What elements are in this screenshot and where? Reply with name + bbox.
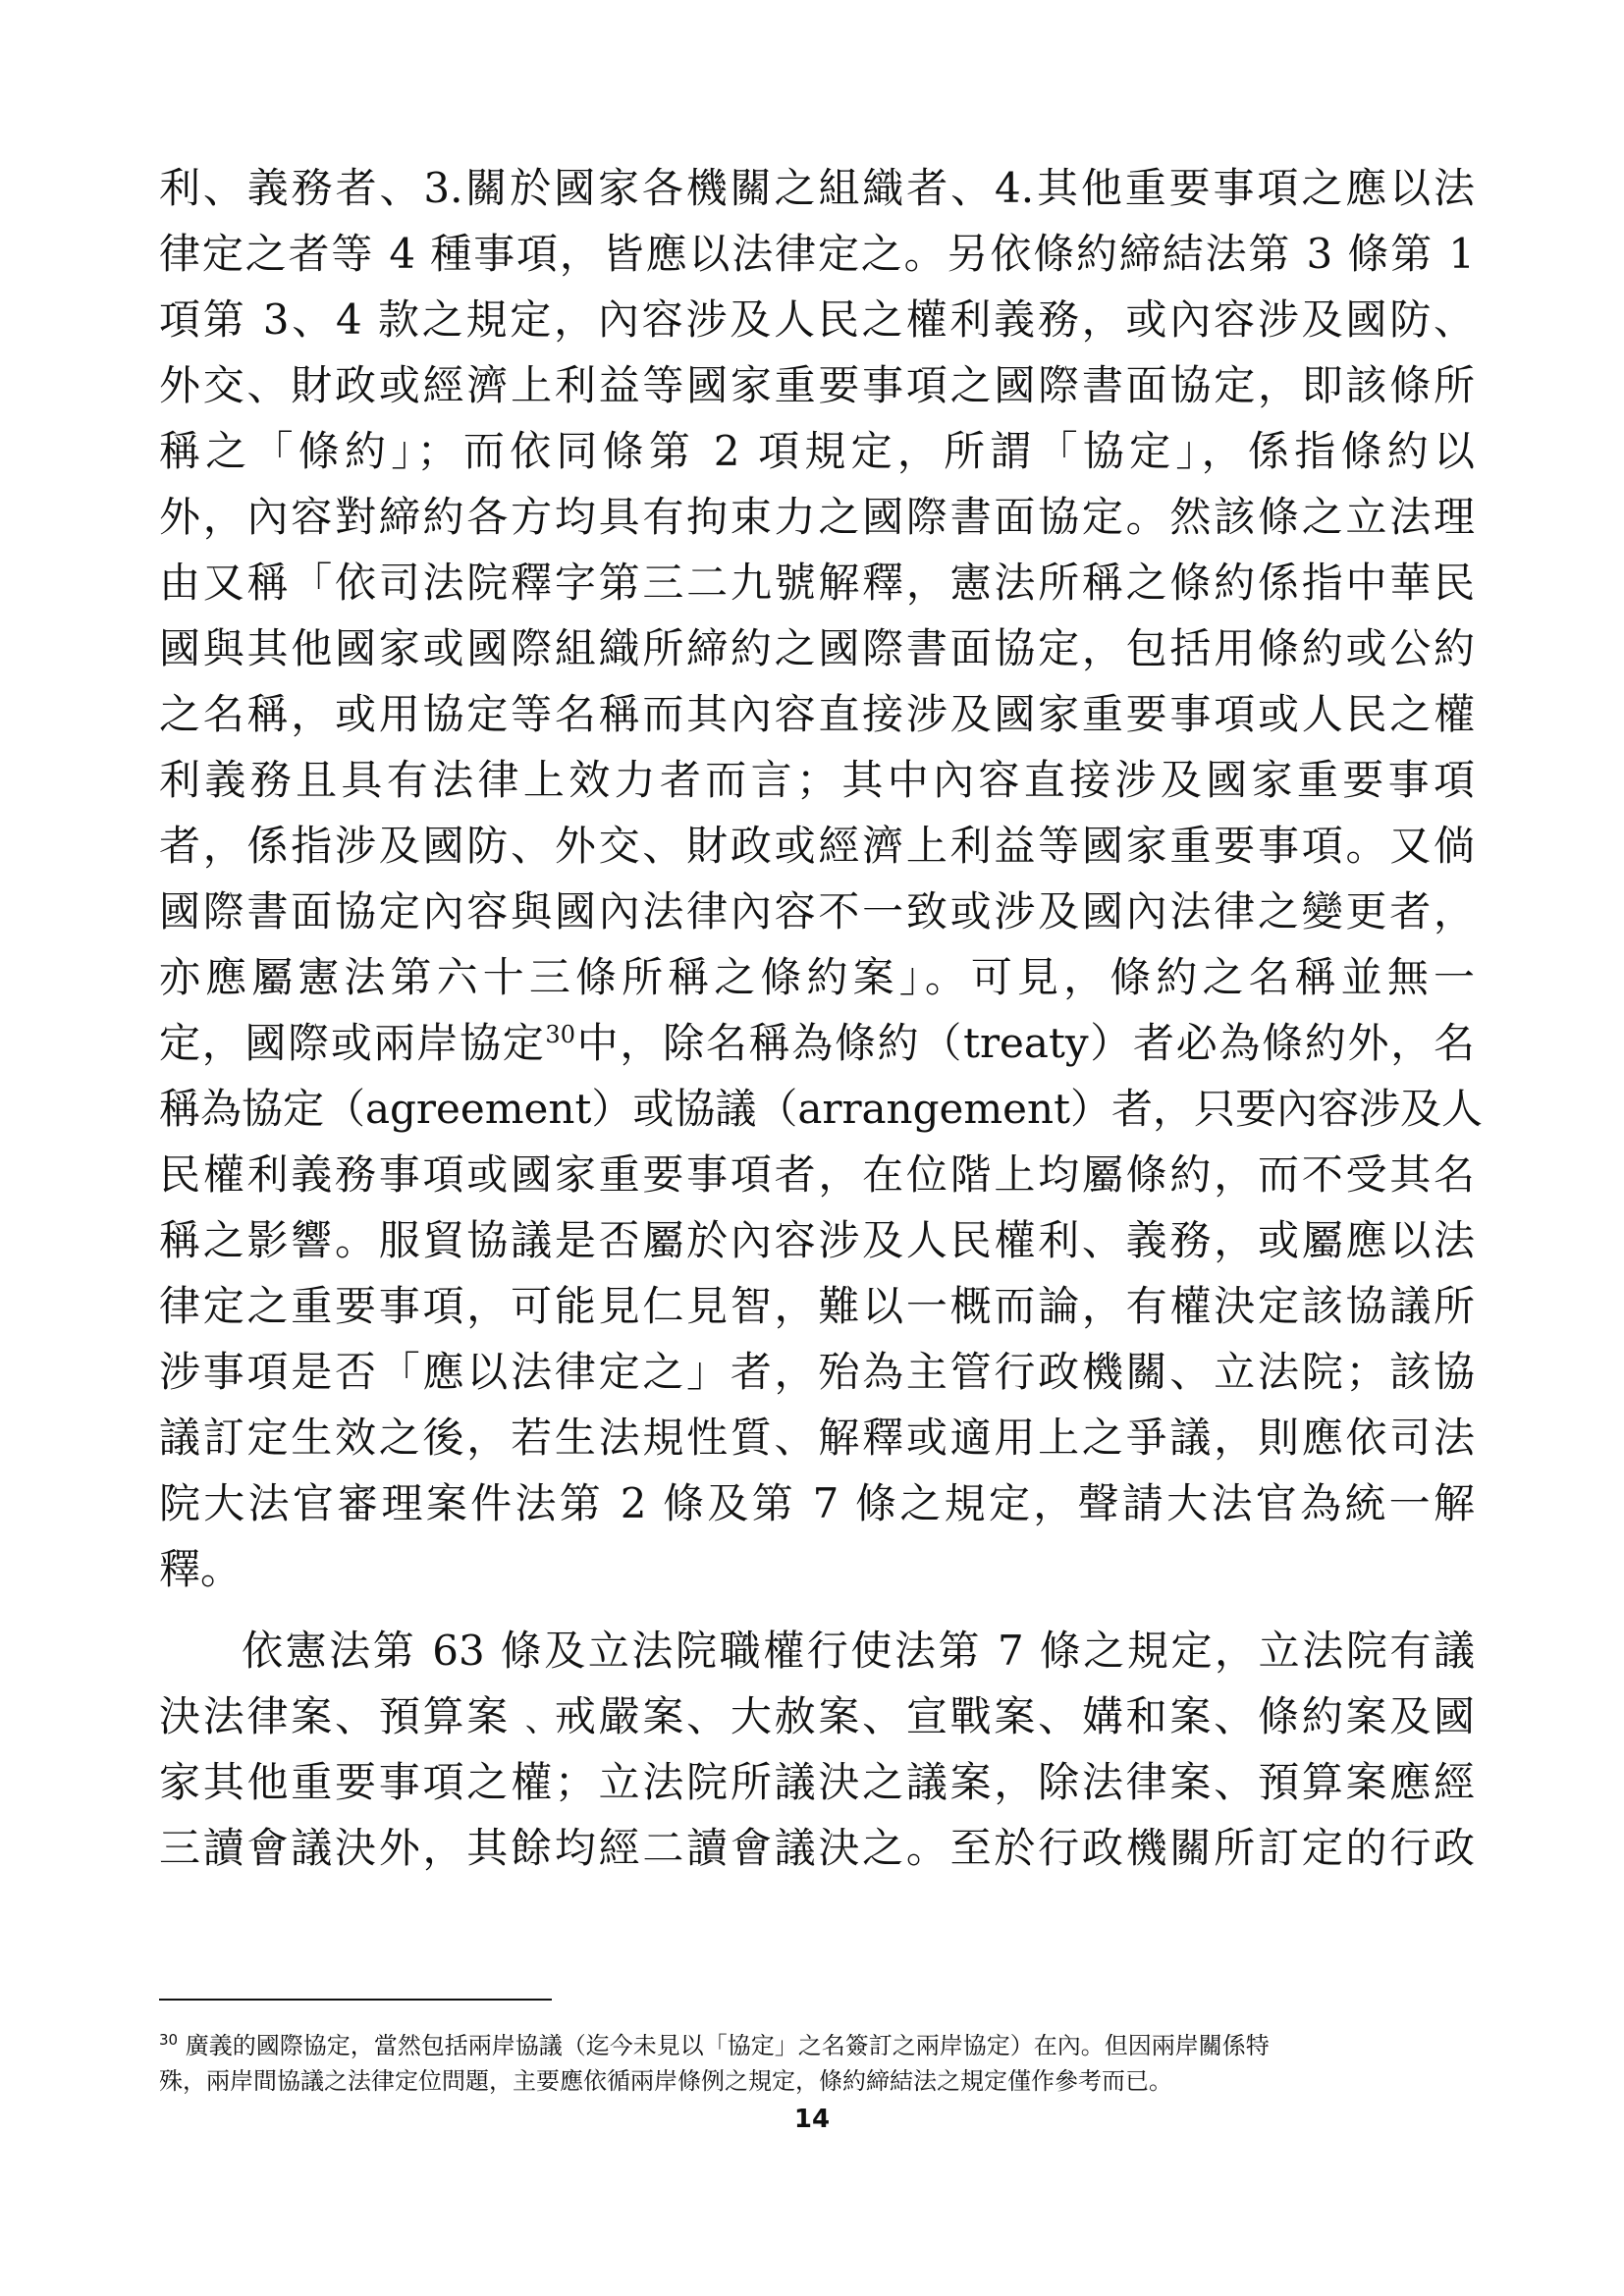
text-line: 亦應屬憲法第六十三條所稱之條約案」。可見，條約之名稱並無一 bbox=[159, 953, 1475, 1001]
footnote bbox=[159, 2028, 1475, 2099]
text-line: 院大法官審理案件法第 2 條及第 7 條之規定，聲請大法官為統一解 bbox=[159, 1479, 1475, 1527]
text-line: 稱之影響。服貿協議是否屬於內容涉及人民權利、義務，或屬應以法 bbox=[159, 1216, 1475, 1264]
text-line: 國與其他國家或國際組織所締約之國際書面協定，包括用條約或公約 bbox=[159, 624, 1475, 672]
text-line-with-footnote-ref bbox=[159, 1010, 1475, 1076]
text-segment: 中，除名稱為條約（treaty）者必為條約外，名 bbox=[574, 1019, 1475, 1067]
text-line: 家其他重要事項之權；立法院所議決之議案，除法律案、預算案應經 bbox=[159, 1758, 1475, 1806]
page-number: 14 bbox=[793, 2105, 831, 2134]
text-line: 者，係指涉及國防、外交、財政或經濟上利益等國家重要事項。又倘 bbox=[159, 822, 1475, 870]
footnote-text: 廣義的國際協定，當然包括兩岸協議（迄今未見以「協定」之名簽訂之兩岸協定）在內。但因兩岸關係特 bbox=[178, 2032, 1270, 2059]
text-segment: 定，國際或兩岸協定 bbox=[159, 1019, 546, 1067]
footnote-line bbox=[159, 2028, 1475, 2063]
footnote-separator bbox=[159, 1999, 552, 2001]
text-line: 律定之者等 4 種事項，皆應以法律定之。另依條約締結法第 3 條第 1 bbox=[159, 230, 1475, 278]
text-line: 項第 3、4 款之規定，內容涉及人民之權利義務，或內容涉及國防、 bbox=[159, 295, 1475, 344]
footnote-reference[interactable]: 30 bbox=[545, 1021, 575, 1048]
text-line: 由又稱「依司法院釋字第三二九號解釋，憲法所稱之條約係指中華民 bbox=[159, 559, 1475, 607]
text-line: 釋。 bbox=[159, 1545, 243, 1593]
text-line: 之名稱，或用協定等名稱而其內容直接涉及國家重要事項或人民之權 bbox=[159, 690, 1475, 738]
text-line: 依憲法第 63 條及立法院職權行使法第 7 條之規定，立法院有議 bbox=[242, 1627, 1475, 1675]
text-line: 外，內容對締約各方均具有拘束力之國際書面協定。然該條之立法理 bbox=[159, 493, 1475, 541]
paragraph-gap bbox=[159, 1602, 1475, 1618]
text-line: 議訂定生效之後，若生法規性質、解釋或適用上之爭議，則應依司法 bbox=[159, 1414, 1475, 1462]
footnote-line: 殊，兩岸間協議之法律定位問題，主要應依循兩岸條例之規定，條約締結法之規定僅作參考而已。 bbox=[159, 2067, 1172, 2095]
text-line: 利義務且具有法律上效力者而言；其中內容直接涉及國家重要事項 bbox=[159, 756, 1475, 804]
text-line: 國際書面協定內容與國內法律內容不一致或涉及國內法律之變更者， bbox=[159, 887, 1475, 935]
text-line: 決法律案、預算案﹑戒嚴案、大赦案、宣戰案、媾和案、條約案及國 bbox=[159, 1692, 1475, 1740]
text-line: 稱為協定（agreement）或協議（arrangement）者，只要內容涉及人 bbox=[159, 1085, 1483, 1133]
paragraph bbox=[159, 155, 1483, 1602]
text-line: 外交、財政或經濟上利益等國家重要事項之國際書面協定，即該條所 bbox=[159, 361, 1475, 409]
text-line: 稱之「條約」；而依同條第 2 項規定，所謂「協定」，係指條約以 bbox=[159, 427, 1475, 475]
text-line: 律定之重要事項，可能見仁見智，難以一概而論，有權決定該協議所 bbox=[159, 1282, 1475, 1330]
text-line: 利、義務者、3.關於國家各機關之組織者、4.其他重要事項之應以法 bbox=[159, 164, 1475, 212]
body-text bbox=[159, 155, 1483, 1881]
footnote-number: 30 bbox=[159, 2031, 179, 2049]
text-line: 涉事項是否「應以法律定之」者，殆為主管行政機關、立法院；該協 bbox=[159, 1348, 1475, 1396]
text-line: 三讀會議決外，其餘均經二讀會議決之。至於行政機關所訂定的行政 bbox=[159, 1824, 1475, 1872]
paragraph bbox=[159, 1618, 1475, 1881]
text-line: 民權利義務事項或國家重要事項者，在位階上均屬條約，而不受其名 bbox=[159, 1150, 1475, 1199]
